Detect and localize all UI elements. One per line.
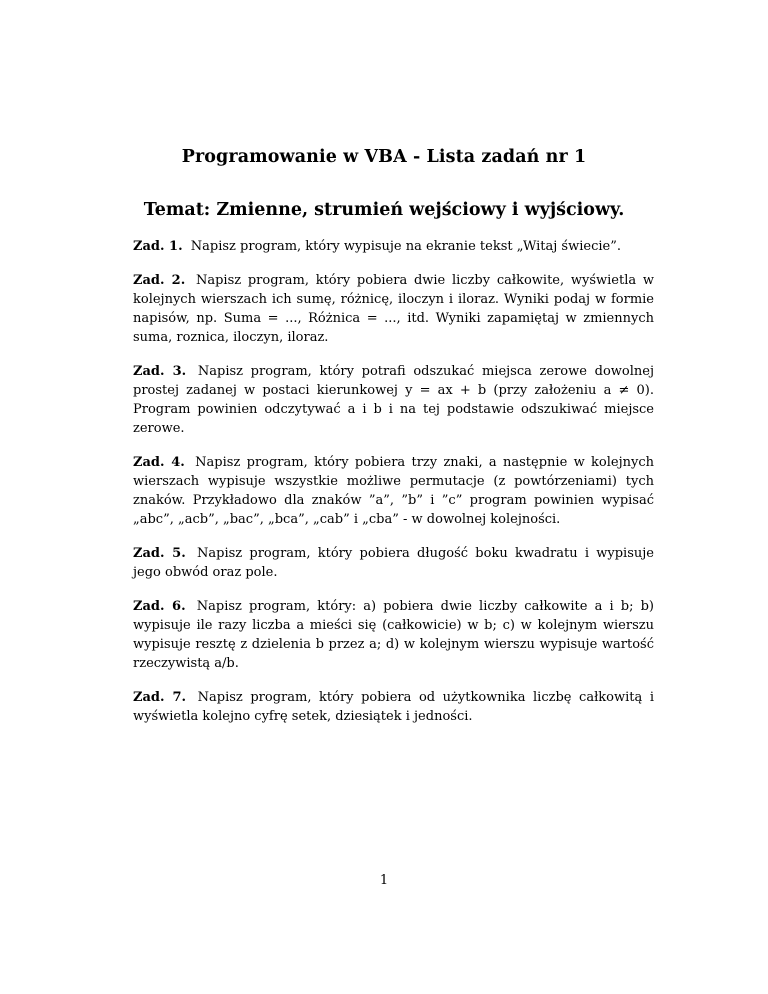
task-item <box>133 271 654 347</box>
task-text: Napisz program, który pobiera od użytkownika liczbę całkowitą i wyświetla kolejno cyfrę setek, dziesiątek i jedności. <box>133 690 654 724</box>
page-subtitle: Temat: Zmienne, strumień wejściowy i wyjściowy. <box>143 200 625 220</box>
task-text: Napisz program, który pobiera długość boku kwadratu i wypisuje jego obwód oraz pole. <box>133 546 654 580</box>
page-number: 1 <box>379 873 389 888</box>
task-label: Zad. 4. <box>133 455 185 470</box>
task-label: Zad. 7. <box>133 690 187 705</box>
task-text: Napisz program, który pobiera dwie liczby całkowite, wyświetla w kolejnych wierszach ich sumę, różnicę, iloczyn i iloraz. Wyniki podaj w formie napisów, np. Suma = ..., Różnica = ..., itd. Wyniki zapamiętaj w zmiennych suma, roznica, iloczyn, iloraz. <box>133 273 654 345</box>
task-label: Zad. 6. <box>133 599 186 614</box>
task-text: Napisz program, który pobiera trzy znaki, a następnie w kolejnych wierszach wypisuje wszystkie możliwe permutacje (z powtórzeniami) tych znaków. Przykładowo dla znaków ”a”, ”b” i ”c” program powinien wypisać „abc”, „acb”, „bac”, „bca”, „cab” i „cba” - w dowolnej kolejności. <box>133 455 654 527</box>
task-item <box>133 237 654 256</box>
task-label: Zad. 2. <box>133 273 186 288</box>
task-item <box>133 688 654 726</box>
task-item <box>133 362 654 438</box>
task-label: Zad. 1. <box>133 239 183 254</box>
task-item <box>133 453 654 529</box>
task-item <box>133 544 654 582</box>
task-text: Napisz program, który wypisuje na ekranie tekst „Witaj świecie”. <box>190 239 621 254</box>
task-list <box>133 237 654 741</box>
task-text: Napisz program, który potrafi odszukać miejsca zerowe dowolnej prostej zadanej w postaci kierunkowej y = ax + b (przy założeniu a ≠ 0). Program powinien odczytywać a i b i na tej podstawie odszukiwać miejsce zerowe. <box>133 364 654 436</box>
task-item <box>133 597 654 673</box>
page-title: Programowanie w VBA - Lista zadań nr 1 <box>181 147 587 167</box>
task-text: Napisz program, który: a) pobiera dwie liczby całkowite a i b; b) wypisuje ile razy liczba a mieści się (całkowicie) w b; c) w kolejnym wierszu wypisuje resztę z dzielenia b przez a; d) w kolejnym wierszu wypisuje wartość rzeczywistą a/b. <box>133 599 654 671</box>
task-label: Zad. 3. <box>133 364 187 379</box>
task-label: Zad. 5. <box>133 546 186 561</box>
